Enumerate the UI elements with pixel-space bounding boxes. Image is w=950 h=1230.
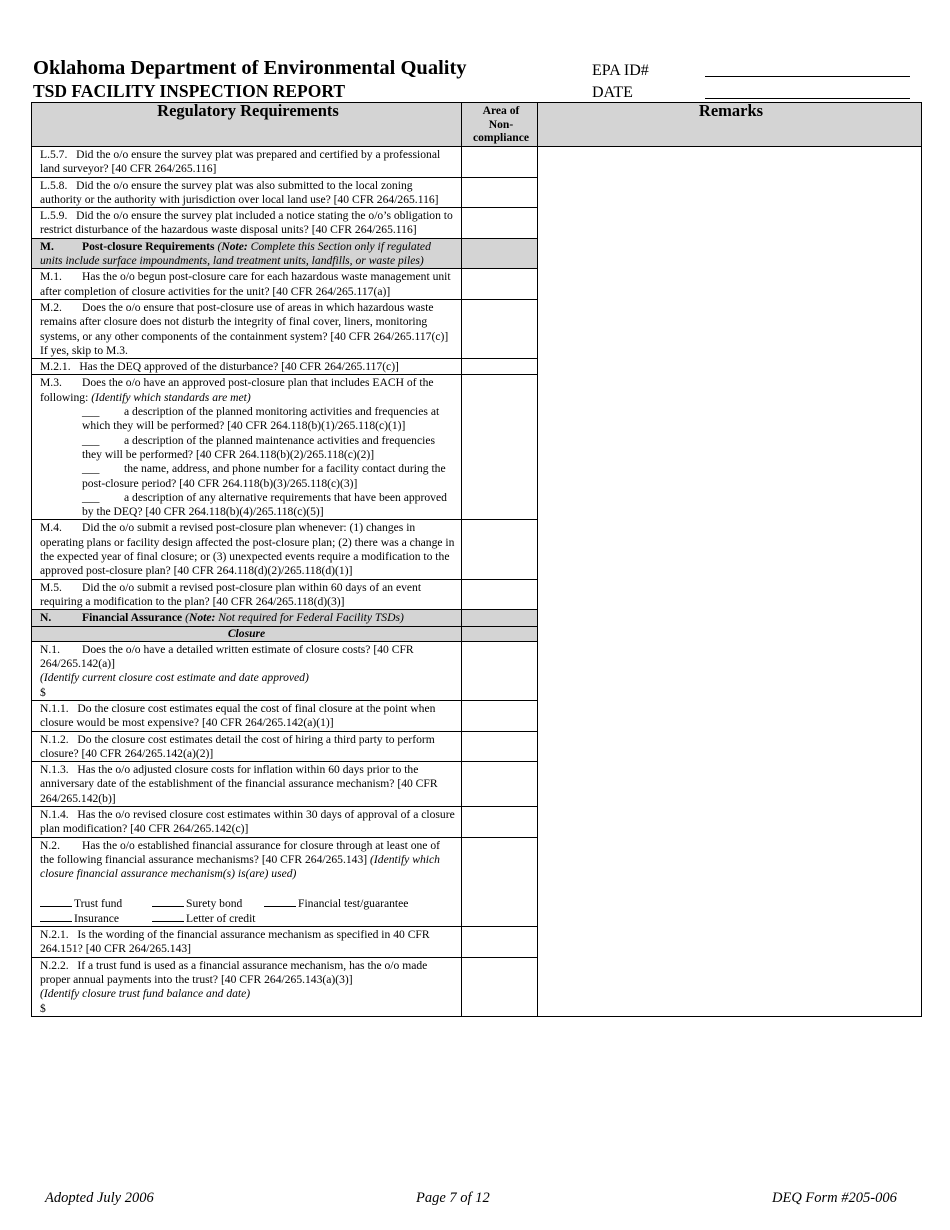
area-field-n22[interactable] (462, 957, 538, 1016)
area-field-n11[interactable] (462, 700, 538, 731)
question-number: L.5.7. (40, 148, 68, 161)
section-m-area (462, 238, 538, 269)
area-field-n1[interactable] (462, 641, 538, 700)
question-text: Has the DEQ approved of the disturbance? [40 CFR 264/265.117(c)] (79, 360, 399, 374)
question-m4 (32, 520, 462, 579)
question-note: (Identify which closure financial assurance mechanism(s) is(are) used) (40, 852, 440, 881)
subsection-closure-area (462, 626, 538, 641)
closure-cost-field[interactable]: $ (40, 685, 46, 699)
question-number: M.3. (40, 376, 62, 390)
section-m-heading: M. Post-closure Requirements (Note: Complete this Section only if regulated units include surface impoundments, land treatment units, landfills, or waste piles) (32, 238, 462, 269)
option-insurance[interactable] (40, 911, 152, 926)
option-label: Financial test/guarantee (298, 896, 409, 910)
checklist-item (82, 434, 456, 463)
question-text: Does the o/o have a detailed written estimate of closure costs? [40 CFR 264/265.142(a)] (40, 642, 414, 671)
question-number: L.5.8. (40, 178, 68, 192)
question-text: Has the o/o begun post-closure care for each hazardous waste management unit after completion of closure activities for the unit? [40 CFR 264/265.117(a)] (40, 270, 451, 298)
option-label: Surety bond (186, 896, 243, 910)
question-n12 (32, 731, 462, 762)
checklist-item (82, 491, 456, 520)
area-field-l57[interactable] (462, 147, 538, 178)
question-number: N.1.3. (40, 763, 69, 777)
checklist-text: a description of the planned monitoring activities and frequencies at which they will be performed? [40 CFR 264.118(b)(1)/265.118(c)(1)] (82, 405, 440, 433)
question-n1 (32, 641, 462, 700)
report-subtitle: TSD FACILITY INSPECTION REPORT (33, 81, 346, 101)
question-number: N.1.4. (40, 808, 69, 822)
question-number: N.1.1. (40, 701, 69, 715)
area-field-m4[interactable] (462, 520, 538, 579)
section-number: M. (40, 239, 54, 253)
epa-id-label: EPA ID# (592, 62, 649, 79)
question-n22 (32, 957, 462, 1016)
checklist-text: a description of any alternative requirements that have been approved by the DEQ? [40 CFR 264.118(b)(4)/265.118(c)(5)] (82, 490, 447, 519)
area-field-m1[interactable] (462, 269, 538, 300)
page-title: Oklahoma Department of Environmental Quality (33, 57, 467, 79)
question-number: N.2.1. (40, 928, 69, 942)
area-field-n2[interactable] (462, 837, 538, 926)
question-number: N.2.2. (40, 958, 69, 972)
footer-page-number: Page 7 of 12 (416, 1190, 490, 1206)
option-trust-fund[interactable] (40, 896, 152, 911)
question-m21 (32, 359, 462, 375)
area-field-m3[interactable] (462, 375, 538, 520)
section-number: N. (40, 611, 52, 625)
question-text: Do the closure cost estimates detail the cost of hiring a third party to perform closure? [40 CFR 264/265.142(a)(2)] (40, 732, 435, 760)
option-label: Letter of credit (186, 911, 256, 925)
section-n-area (462, 610, 538, 626)
question-l59 (32, 208, 462, 239)
question-number: M.2. (40, 300, 62, 314)
note-label: Note: (188, 611, 216, 625)
question-l58 (32, 177, 462, 208)
area-field-n13[interactable] (462, 762, 538, 807)
question-text: Does the o/o have an approved post-closure plan that includes EACH of the following: (40, 376, 434, 404)
inspection-table (31, 102, 922, 1017)
header-requirements: Regulatory Requirements (32, 103, 462, 147)
checklist-text: the name, address, and phone number for a facility contact during the post-closure period? [40 CFR 264.118(b)(3)/265.118(c)(3)] (82, 462, 446, 490)
question-number: N.1. (40, 642, 60, 656)
section-note: Not required for Federal Facility TSDs) (218, 611, 404, 625)
question-text: Has the o/o adjusted closure costs for inflation within 60 days prior to the anniversary date of the establishment of the financial assurance mechanism? [40 CFR 264/265.142(b)] (40, 763, 438, 805)
check-blank[interactable]: ___ (82, 405, 100, 419)
question-text: Did the o/o ensure the survey plat was prepared and certified by a professional land surveyor? [40 CFR 264/265.116] (40, 148, 441, 176)
question-text: Did the o/o ensure the survey plat included a notice stating the o/o’s obligation to restrict disturbance of the hazardous waste disposal units? [40 CFR 264/265.116] (40, 209, 453, 237)
option-label: Insurance (74, 911, 120, 925)
question-text: Did the o/o submit a revised post-closure plan whenever: (1) changes in operating plans or facility design affected the post-closure plan; (2) there was a change in the expected year of final closure; or (3) unexpected events require a modification to the approved post-closure plan? [40 CFR 264.118(d)(2)/265.118(d)(1)] (40, 521, 455, 578)
option-financial-test[interactable] (264, 896, 408, 911)
row-l57 (32, 147, 922, 178)
mechanism-options-row-2 (40, 911, 456, 926)
area-field-m2[interactable] (462, 299, 538, 358)
footer-adopted-date: Adopted July 2006 (45, 1190, 154, 1206)
footer-form-number: DEQ Form #205-006 (772, 1190, 897, 1206)
question-text: Is the wording of the financial assurance mechanism as specified in 40 CFR 264.151? [40 CFR 264/265.143] (40, 928, 430, 956)
trust-fund-balance-field[interactable]: $ (40, 1001, 46, 1015)
question-note: (Identify which standards are met) (91, 390, 251, 404)
question-number: N.1.2. (40, 732, 69, 746)
question-text: Did the o/o ensure the survey plat was also submitted to the local zoning authority or the authority with jurisdiction over local land use? [40 CFR 264/265.116] (40, 178, 439, 206)
option-letter-of-credit[interactable] (152, 911, 256, 926)
option-surety-bond[interactable] (152, 896, 264, 911)
checklist-item (82, 405, 456, 434)
question-m3 (32, 375, 462, 520)
question-m5 (32, 579, 462, 610)
question-m1 (32, 269, 462, 300)
question-text: Does the o/o ensure that post-closure use of areas in which hazardous waste remains after closure does not disturb the integrity of final cover, liners, monitoring systems, or any other components of the containment system? [40 CFR 264/265.117(c)] If yes, skip to M.3. (40, 300, 449, 357)
checklist-item (82, 462, 456, 491)
question-l57 (32, 147, 462, 178)
section-note: Complete this Section only if regulated units include surface impoundments, land treatment units, landfills, or waste piles) (40, 239, 431, 268)
question-text: Did the o/o submit a revised post-closure plan within 60 days of an event requiring a modification to the plan? [40 CFR 264/265.118(d)(3)] (40, 580, 422, 608)
area-field-m21[interactable] (462, 359, 538, 375)
table-header-row (32, 103, 922, 147)
area-field-l59[interactable] (462, 208, 538, 239)
section-n-heading: N. Financial Assurance (Note: Not required for Federal Facility TSDs) (32, 610, 462, 626)
question-text: Has the o/o established financial assurance for closure through at least one of the following financial assurance mechanisms? [40 CFR 264/265.143] (40, 838, 440, 866)
area-field-n14[interactable] (462, 807, 538, 838)
date-field[interactable] (705, 98, 910, 99)
question-number: M.5. (40, 580, 62, 594)
question-n14 (32, 807, 462, 838)
header-remarks: Remarks (538, 103, 922, 147)
checklist-text: a description of the planned maintenance activities and frequencies they will be performed? [40 CFR 264.118(b)(2)/265.118(c)(2)] (82, 433, 435, 461)
area-field-l58[interactable] (462, 177, 538, 208)
question-n21 (32, 927, 462, 958)
question-n11 (32, 700, 462, 731)
note-label: Note: (221, 239, 248, 253)
question-number: L.5.9. (40, 209, 68, 223)
check-blank[interactable]: ___ (82, 462, 100, 476)
standards-checklist (40, 405, 456, 519)
question-number: M.2.1. (40, 360, 71, 374)
question-n13 (32, 762, 462, 807)
question-number: M.4. (40, 521, 62, 535)
question-note: (Identify current closure cost estimate and date approved) (40, 671, 309, 685)
question-number: M.1. (40, 270, 62, 284)
question-text: Do the closure cost estimates equal the cost of final closure at the point when closure would be most expensive? [40 CFR 264/265.142(a)(1)] (40, 701, 436, 730)
question-text: Has the o/o revised closure cost estimates within 30 days of approval of a closure plan modification? [40 CFR 264/265.142(c)] (40, 808, 455, 836)
section-title: Financial Assurance (82, 611, 183, 625)
area-field-n12[interactable] (462, 731, 538, 762)
epa-id-field[interactable] (705, 76, 910, 77)
section-title: Post-closure Requirements (82, 239, 215, 253)
check-blank[interactable]: ___ (82, 490, 100, 504)
question-note: (Identify closure trust fund balance and date) (40, 987, 251, 1001)
area-field-n21[interactable] (462, 927, 538, 958)
header-area-noncompliance: Area of Non-compliance (462, 103, 538, 147)
remarks-field[interactable] (538, 147, 922, 1017)
mechanism-options-row-1 (40, 896, 456, 911)
question-number: N.2. (40, 838, 60, 852)
question-n2 (32, 837, 462, 926)
subsection-closure-heading: Closure (32, 626, 462, 641)
check-blank[interactable]: ___ (82, 433, 100, 447)
area-field-m5[interactable] (462, 579, 538, 610)
date-label: DATE (592, 84, 633, 101)
question-text: If a trust fund is used as a financial assurance mechanism, has the o/o made proper annual payments into the trust? [40 CFR 264/265.143(a)(3)] (40, 958, 428, 987)
question-m2 (32, 299, 462, 358)
option-label: Trust fund (74, 896, 123, 910)
